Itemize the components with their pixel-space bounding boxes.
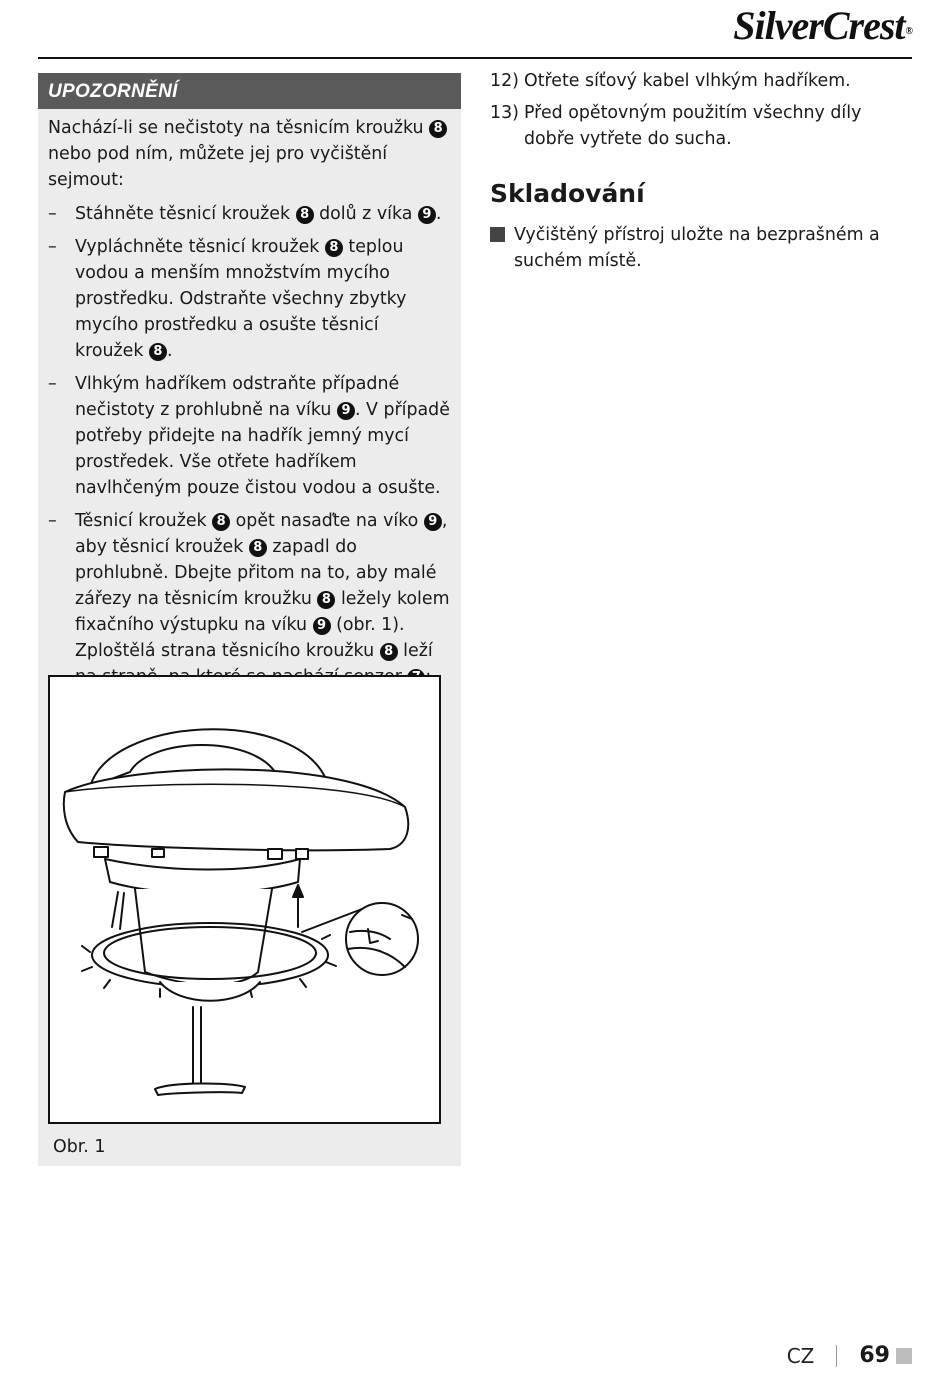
part-number-8: 8 — [249, 539, 267, 557]
header-rule — [38, 57, 912, 59]
lid-illustration — [50, 677, 439, 1122]
part-number-8: 8 — [429, 120, 447, 138]
part-number-8: 8 — [212, 513, 230, 531]
list-item: – Vlhkým hadříkem odstraňte případné nečistoty z prohlubně na víku 9 . V případě potřeby přidejte na hadřík jemný mycí prostředek. Vše otřete hadříkem navlhčeným pouze čistou vodou a osušte. — [48, 371, 451, 501]
section-title-storage: Skladování — [490, 179, 645, 208]
cleaning-steps — [490, 68, 915, 152]
step-item: 12) Otřete síťový kabel vlhkým hadříkem. — [490, 71, 851, 91]
footer-divider — [836, 1345, 837, 1367]
figure-lid-seal-ring — [48, 675, 441, 1124]
list-item: – Těsnicí kroužek 8 opět nasaďte na víko 9 , aby těsnicí kroužek 8 zapadl do prohlubně. Dbejte přitom na to, aby malé zářezy na těsnicím kroužku 8 ležely kolem fixačního výstupku na víku 9 (obr. 1). Zploštělá strana těsnicího kroužku 8 leží — [48, 508, 451, 690]
figure-caption: Obr. 1 — [53, 1137, 106, 1157]
page-number: 69 — [859, 1343, 890, 1368]
notice-title: UPOZORNĚNÍ — [38, 73, 461, 109]
notice-intro: Nachází-li se nečistoty na těsnicím kroužku 8 nebo pod ním, můžete jej pro vyčištění sejmout: — [48, 115, 451, 193]
part-number-9: 9 — [424, 513, 442, 531]
step-item: 13) Před opětovným použitím všechny díly dobře vytřete do sucha. — [490, 103, 862, 149]
part-number-9: 9 — [313, 617, 331, 635]
part-number-9: 9 — [337, 402, 355, 420]
footer-square-icon — [896, 1348, 912, 1364]
part-number-9: 9 — [418, 206, 436, 224]
notice-box — [38, 73, 461, 1166]
part-number-8: 8 — [149, 343, 167, 361]
brand-logo: SilverCrest® — [733, 3, 912, 48]
part-number-8: 8 — [380, 643, 398, 661]
list-item: – Vypláchněte těsnicí kroužek 8 teplou vodou a menším množstvím mycího prostředku. Odstraňte všechny zbytky mycího prostředku a osušte těsnicí kroužek 8 . — [48, 234, 451, 364]
part-number-8: 8 — [296, 206, 314, 224]
part-number-8: 8 — [325, 239, 343, 257]
notice-list — [48, 201, 451, 690]
page-footer — [787, 1343, 912, 1368]
language-code: CZ — [786, 1343, 815, 1368]
storage-list — [490, 222, 915, 274]
list-item: Vyčištěný přístroj uložte na bezprašném a suchém místě. — [490, 222, 915, 274]
list-item: – Stáhněte těsnicí kroužek 8 dolů z víka 9 . — [48, 201, 451, 227]
part-number-8: 8 — [317, 591, 335, 609]
